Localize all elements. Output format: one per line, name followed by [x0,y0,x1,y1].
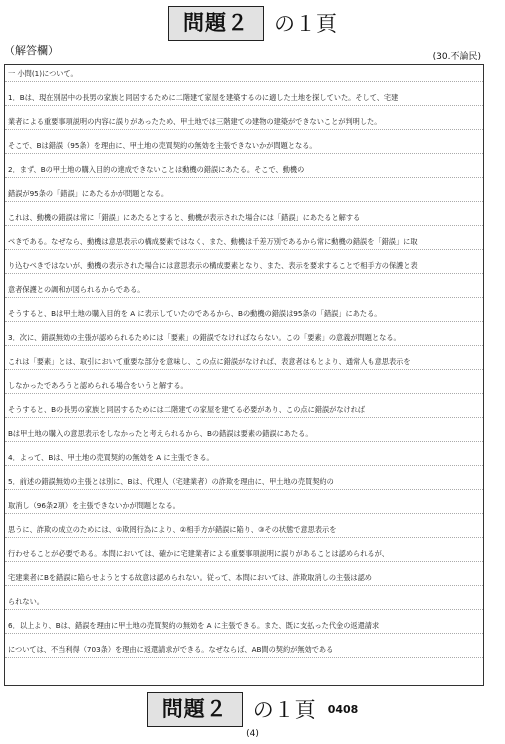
answer-line: 1．Bは、現在別居中の長男の家族と同居するために二階建て家屋を建築するのに適した土地を探していた。そして、宅建 [5,89,483,106]
answer-line: 3．次に、錯誤無効の主張が認められるためには「要素」の錯誤でなければならない。この「要素」の意義が問題となる。 [5,329,483,346]
answer-line: しなかったであろうと認められる場合をいうと解する。 [5,377,483,394]
exam-code: 0408 [327,703,359,716]
answer-line: Bは甲土地の購入の意思表示をしなかったと考えられるから、Bの錯誤は要素の錯誤にあたる。 [5,425,483,442]
answer-line: 2．まず、Bの甲土地の購入目的の達成できないことは動機の錯誤にあたる。そこで、動機の [5,161,483,178]
answer-line: そうすると、Bは甲土地の購入目的を A に表示していたのであるから、Bの動機の錯誤は95条の「錯誤」にあたる。 [5,305,483,322]
problem-title-box-footer: 問題２ [147,692,243,727]
answer-line: 行わせることが必要である。本問においては、確かに宅建業者による重要事項説明に誤りがあることは認められるが、 [5,545,483,562]
answer-line: 錯誤が95条の「錯誤」にあたるかが問題となる。 [5,185,483,202]
answer-line: 一 小問(1)について。 [5,65,483,82]
answer-line: 取消し（96条2項）を主張できないかが問題となる。 [5,497,483,514]
answer-line: については、不当利得（703条）を理由に返還請求ができる。なぜならば、AB間の契約が無効である [5,641,483,658]
answer-line: そうすると、Bの長男の家族と同居するためには二階建ての家屋を建てる必要があり、この点に錯誤がなければ [5,401,483,418]
answer-line: これは「要素」とは、取引において重要な部分を意味し、この点に錯誤がなければ、表意者はもとより、通常人も意思表示を [5,353,483,370]
answer-sheet [4,64,484,686]
answer-line: 4．よって、Bは、甲土地の売買契約の無効を A に主張できる。 [5,449,483,466]
page-indicator: の１頁 [274,11,337,36]
page-number: (4) [246,729,259,739]
page-indicator-footer: の１頁 [252,697,316,722]
answer-line: べきである。なぜなら、動機は意思表示の構成要素ではなく、また、動機は千差万別であるから常に動機の錯誤を「錯誤」に取 [5,233,483,250]
answer-line: 6．以上より、Bは、錯誤を理由に甲土地の売買契約の無効を A に主張できる。また、既に支払った代金の返還請求 [5,617,483,634]
answer-line: 意者保護との調和が図られるからである。 [5,281,483,298]
answer-line: られない。 [5,593,483,610]
answer-line: そこで、Bは錯誤（95条）を理由に、甲土地の売買契約の無効を主張できないかが問題となる。 [5,137,483,154]
answer-line: 5．前述の錯誤無効の主張とは別に、Bは、代理人（宅建業者）の詐欺を理由に、甲土地の売買契約の [5,473,483,490]
problem-title-box: 問題２ [168,6,264,41]
page-footer [0,692,505,727]
answer-line: 業者による重要事項説明の内容に誤りがあったため、甲土地では三階建ての建物の建築ができないことが判明した。 [5,113,483,130]
answer-line: 宅建業者にBを錯誤に陥らせようとする故意は認められない。従って、本問においては、詐欺取消しの主張は認め [5,569,483,586]
page-header [0,6,505,41]
header-note: (30.不論民) [432,52,481,62]
answer-column-label: （解答欄） [4,44,59,57]
answer-line: り込むべきではないが、動機の表示された場合には意思表示の構成要素となり、また、表示を要求することで相手方の保護と表 [5,257,483,274]
answer-line: 思うに、詐欺の成立のためには、①欺罔行為により、②相手方が錯誤に陥り、③その状態で意思表示を [5,521,483,538]
answer-line: これは、動機の錯誤は常に「錯誤」にあたるとすると、動機が表示された場合には「錯誤」にあたると解する [5,209,483,226]
